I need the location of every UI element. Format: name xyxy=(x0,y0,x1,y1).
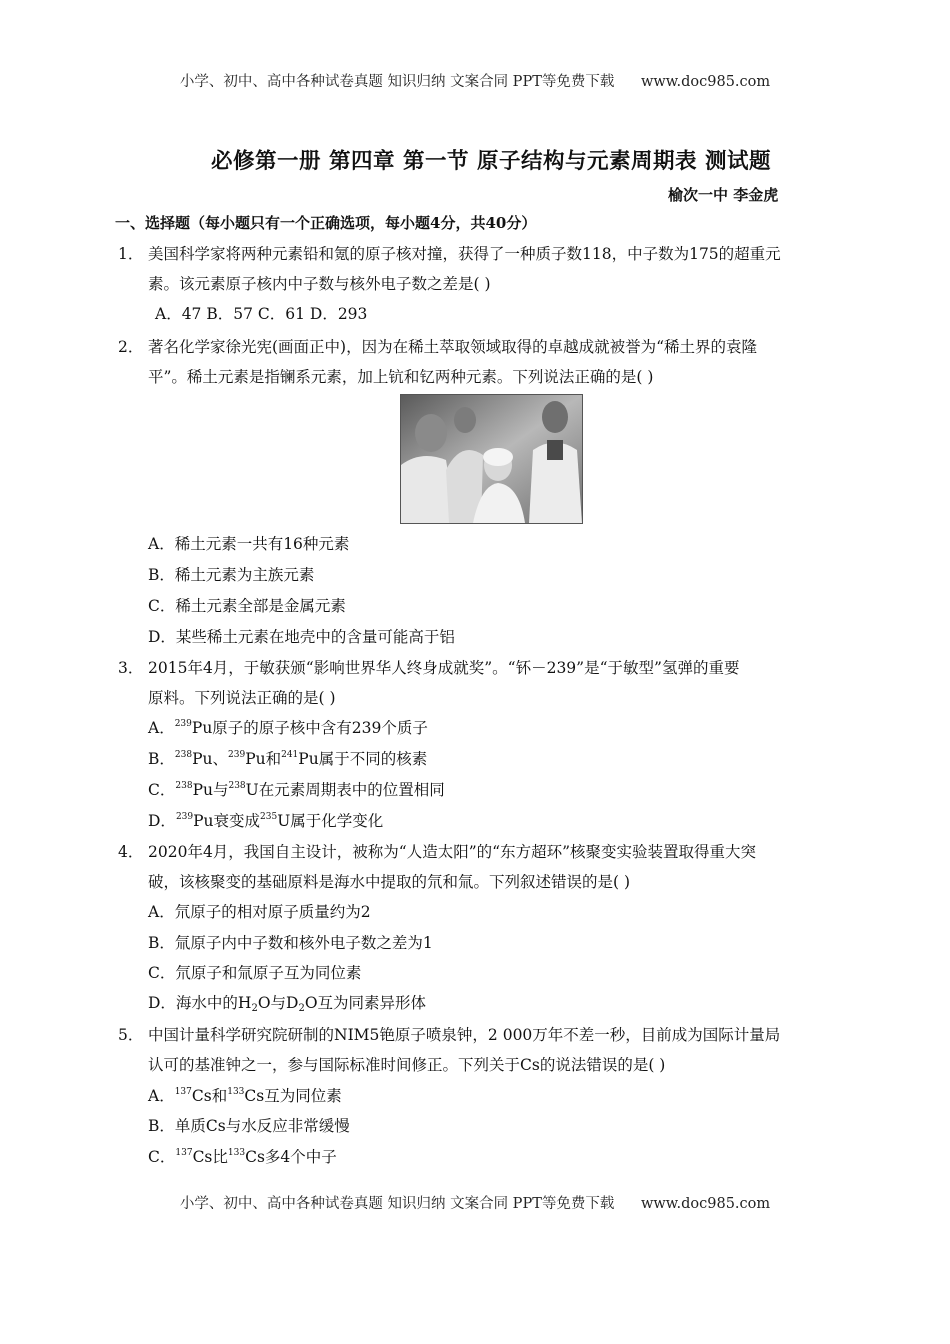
footer-site-link[interactable]: www.doc985.com xyxy=(640,1196,771,1212)
q4-option-c: C．氘原子和氚原子互为同位素 xyxy=(148,964,362,982)
q5-number: 5． xyxy=(118,1026,144,1044)
q5-stem-line2: 认可的基准钟之一，参与国际标准时间修正。下列关于Cs的说法错误的是( ) xyxy=(148,1056,666,1074)
header-site-link[interactable]: www.doc985.com xyxy=(640,74,771,90)
q2-option-b: B．稀土元素为主族元素 xyxy=(148,566,315,584)
q2-stem-line2: 平”。稀土元素是指镧系元素，加上钪和钇两种元素。下列说法正确的是( ) xyxy=(148,368,654,386)
q2-option-a: A．稀土元素一共有16种元素 xyxy=(148,535,350,553)
q3-option-d: D．$^{239}$Pu衰变成$^{235}$U属于化学变化 xyxy=(148,812,384,830)
q1-options: A．47 B．57 C．61 D．293 xyxy=(155,305,368,323)
page-title: 必修第一册 第四章 第一节 原子结构与元素周期表 测试题 xyxy=(211,149,771,174)
q2-option-d: D．某些稀土元素在地壳中的含量可能高于铝 xyxy=(148,628,455,646)
section-heading: 一、选择题（每小题只有一个正确选项，每小题4分，共40分） xyxy=(115,214,537,232)
q1-number: 1． xyxy=(118,245,144,263)
page-header xyxy=(0,70,950,91)
q5-stem-line1: 中国计量科学研究院研制的NIM5铯原子喷泉钟，2 000万年不差一秒，目前成为国际计量局 xyxy=(148,1026,781,1044)
q2-number: 2． xyxy=(118,338,144,356)
page-footer xyxy=(0,1192,950,1213)
q3-stem-line1: 2015年4月，于敏获颁“影响世界华人终身成就奖”。“钚－239”是“于敏型”氢弹的重要 xyxy=(148,659,740,677)
q3-option-a: A．$^{239}$Pu原子的原子核中含有239个质子 xyxy=(148,719,428,737)
author: 榆次一中 李金虎 xyxy=(668,186,779,204)
q3-number: 3． xyxy=(118,659,144,677)
q4-option-d: D．海水中的$H_2O$与$D_2O$互为同素异形体 xyxy=(148,994,427,1014)
header-text: 小学、初中、高中各种试卷真题 知识归纳 文案合同 PPT等免费下载 xyxy=(179,74,615,90)
q4-option-b: B．氚原子内中子数和核外电子数之差为1 xyxy=(148,934,433,952)
q3-stem-line2: 原料。下列说法正确的是( ) xyxy=(148,689,336,707)
q3-option-c: C．$^{238}$Pu与$^{238}$U在元素周期表中的位置相同 xyxy=(148,781,445,799)
q1-stem-line2: 素。该元素原子核内中子数与核外电子数之差是( ) xyxy=(148,275,491,293)
q5-option-c: C．$^{137}$Cs比$^{133}$Cs多4个中子 xyxy=(148,1148,337,1166)
q4-option-a: A．氘原子的相对原子质量约为2 xyxy=(148,903,371,921)
q2-stem-line1: 著名化学家徐光宪(画面正中)，因为在稀土萃取领域取得的卓越成就被誉为“稀土界的袁隆 xyxy=(148,338,758,356)
q5-option-b: B．单质Cs与水反应非常缓慢 xyxy=(148,1117,350,1135)
q3-option-b: B．$^{238}$Pu、$^{239}$Pu和$^{241}$Pu属于不同的核素 xyxy=(148,750,428,768)
scientists-photo xyxy=(400,394,583,524)
photo-illustration xyxy=(401,395,582,523)
q4-stem-line2: 破，该核聚变的基础原料是海水中提取的氘和氚。下列叙述错误的是( ) xyxy=(148,873,631,891)
q4-stem-line1: 2020年4月，我国自主设计，被称为“人造太阳”的“东方超环”核聚变实验装置取得重大突 xyxy=(148,843,757,861)
q5-option-a: A．$^{137}$Cs和$^{133}$Cs互为同位素 xyxy=(148,1087,342,1105)
q1-stem-line1: 美国科学家将两种元素铅和氪的原子核对撞，获得了一种质子数118，中子数为175的超重元 xyxy=(148,245,781,263)
q2-option-c: C．稀土元素全部是金属元素 xyxy=(148,597,346,615)
q4-number: 4． xyxy=(118,843,144,861)
footer-text: 小学、初中、高中各种试卷真题 知识归纳 文案合同 PPT等免费下载 xyxy=(179,1196,615,1212)
